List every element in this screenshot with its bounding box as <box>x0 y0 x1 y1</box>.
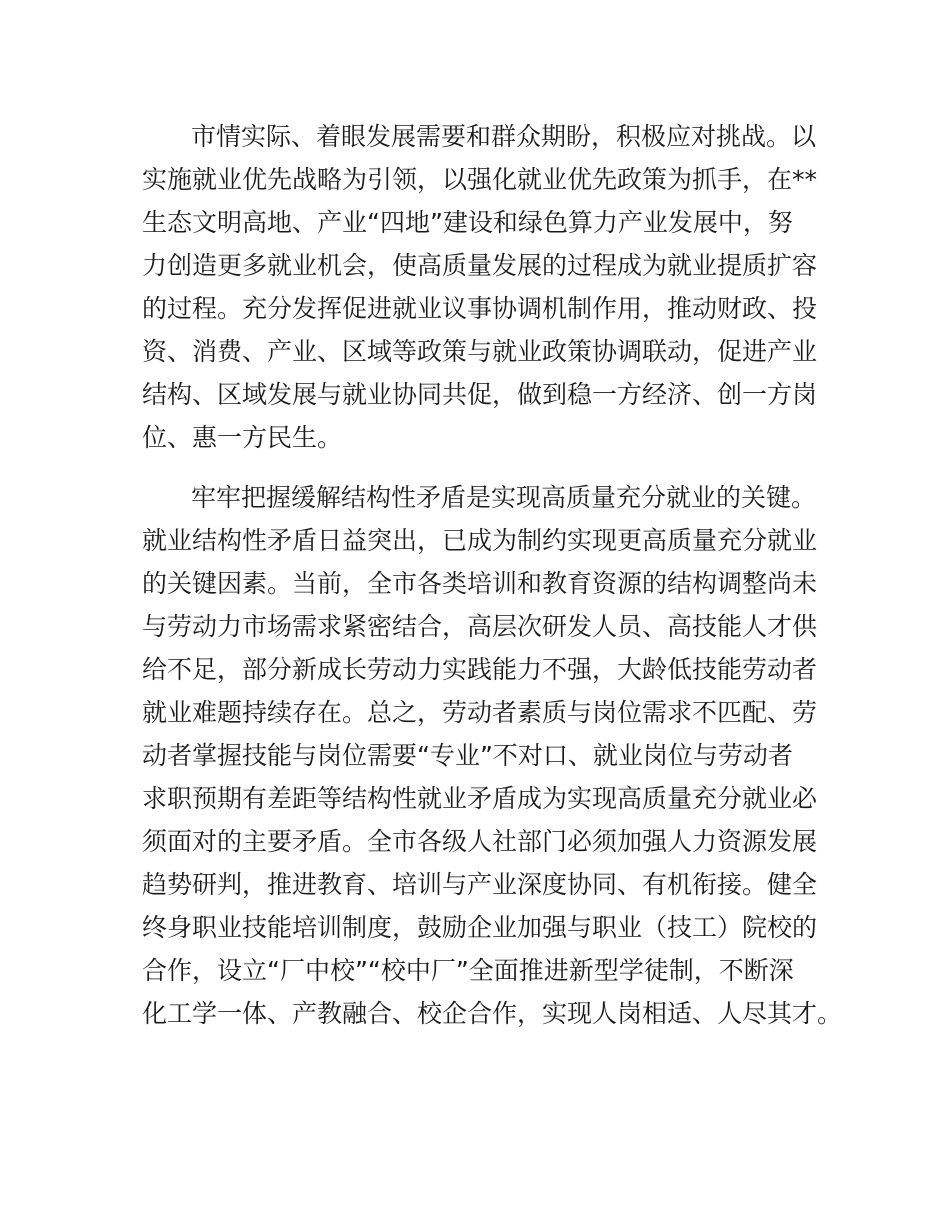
paragraph-line: 就业难题持续存在。总之，劳动者素质与岗位需求不匹配、劳 <box>142 698 818 727</box>
paragraph-1 <box>142 115 842 459</box>
paragraph-line: 求职预期有差距等结构性就业矛盾成为实现高质量充分就业必 <box>142 784 818 813</box>
paragraph-line: 资、消费、产业、区域等政策与就业政策协调联动，促进产业 <box>142 337 818 366</box>
paragraph-line: 终身职业技能培训制度，鼓励企业加强与职业（技工）院校的 <box>142 913 818 942</box>
paragraph-line: 位、惠一方民生。 <box>142 423 343 452</box>
paragraph-line: 给不足，部分新成长劳动力实践能力不强，大龄低技能劳动者 <box>142 655 818 684</box>
paragraph-line: 的过程。充分发挥促进就业议事协调机制作用，推动财政、投 <box>142 294 818 323</box>
paragraph-line: 的关键因素。当前，全市各类培训和教育资源的结构调整尚未 <box>142 569 818 598</box>
paragraph-2 <box>142 476 842 1035</box>
paragraph-line: 生态文明高地、产业“四地”建设和绿色算力产业发展中，努 <box>142 208 793 237</box>
paragraph-line: 市情实际、着眼发展需要和群众期盼，积极应对挑战。以 <box>191 122 817 151</box>
paragraph-line: 与劳动力市场需求紧密结合，高层次研发人员、高技能人才供 <box>142 612 818 641</box>
paragraph-line: 化工学一体、产教融合、校企合作，实现人岗相适、人尽其才。 <box>142 999 843 1028</box>
paragraph-line: 结构、区域发展与就业协同共促，做到稳一方经济、创一方岗 <box>142 380 818 409</box>
paragraph-line: 力创造更多就业机会，使高质量发展的过程成为就业提质扩容 <box>142 251 818 280</box>
paragraph-line: 合作，设立“厂中校”“校中厂”全面推进新型学徒制，不断深 <box>142 956 794 985</box>
paragraph-line: 牢牢把握缓解结构性矛盾是实现高质量充分就业的关键。 <box>191 483 817 512</box>
paragraph-line: 须面对的主要矛盾。全市各级人社部门必须加强人力资源发展 <box>142 827 818 856</box>
paragraph-line: 实施就业优先战略为引领，以强化就业优先政策为抓手，在** <box>142 165 818 194</box>
paragraph-line: 就业结构性矛盾日益突出，已成为制约实现更高质量充分就业 <box>142 526 818 555</box>
paragraph-line: 动者掌握技能与岗位需要“专业”不对口、就业岗位与劳动者 <box>142 741 793 770</box>
paragraph-line: 趋势研判，推进教育、培训与产业深度协同、有机衔接。健全 <box>142 870 818 899</box>
